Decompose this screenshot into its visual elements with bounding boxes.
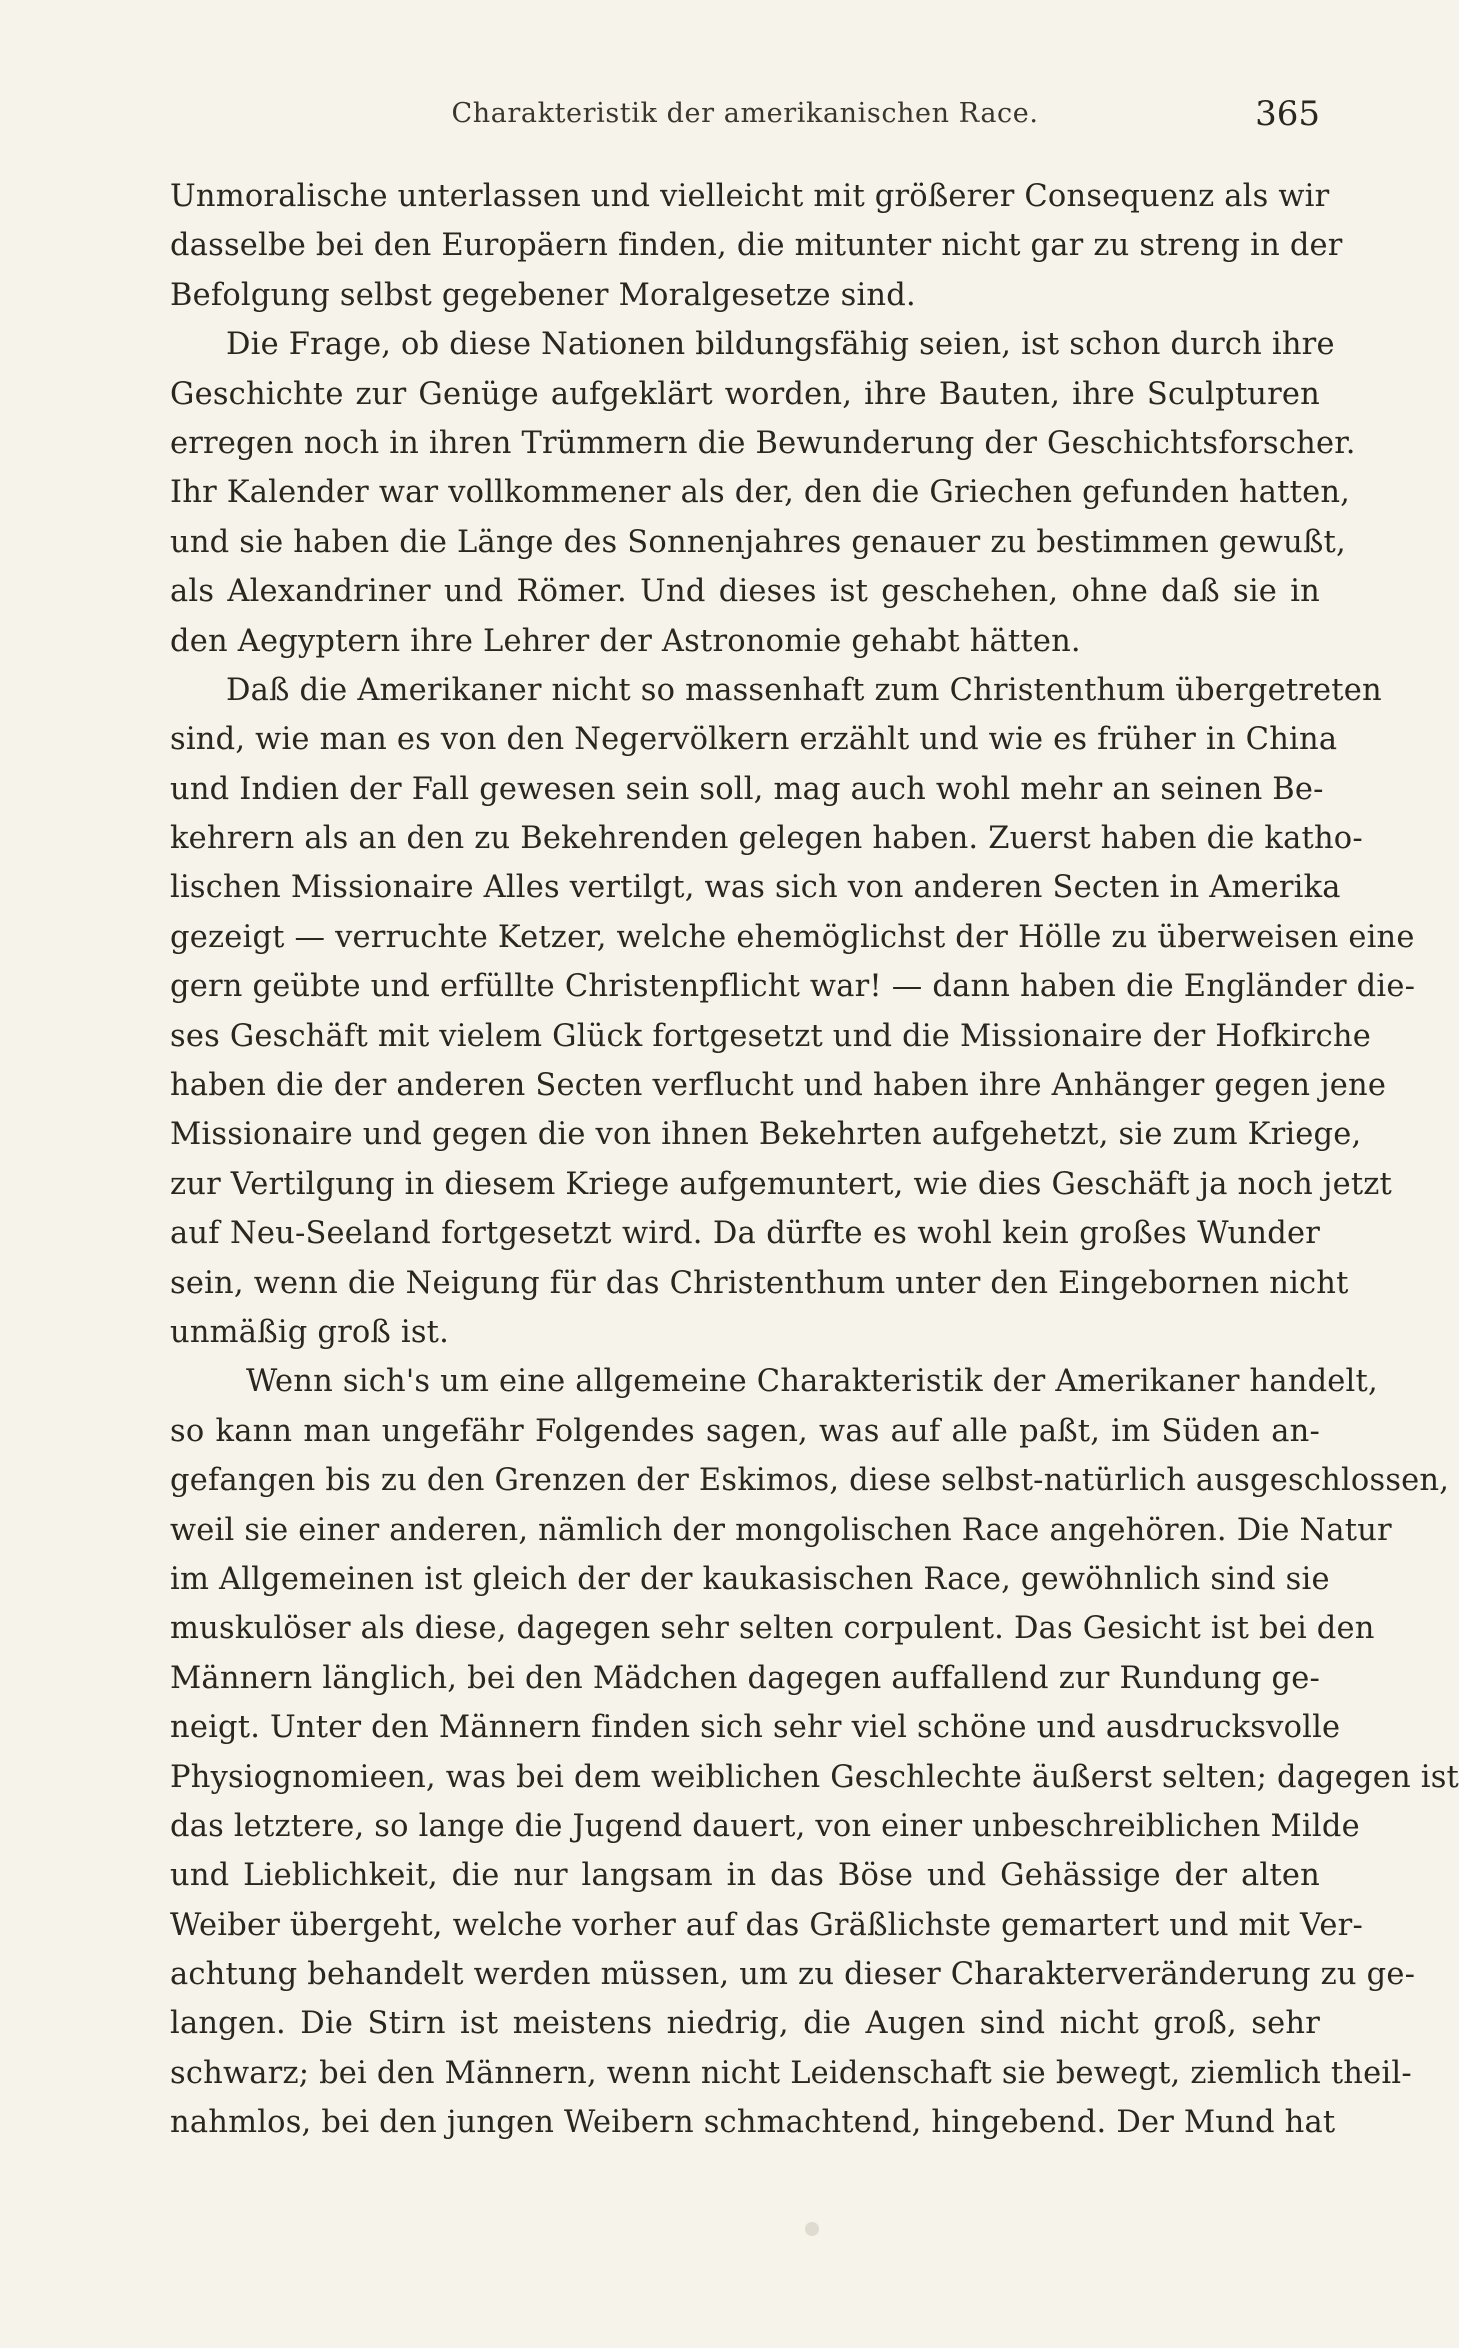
text-line: Unmoralische unterlassen und vielleicht mit größerer Consequenz als wir: [170, 179, 1330, 214]
text-line: haben die der anderen Secten verflucht und haben ihre Anhänger gegen jene: [170, 1068, 1387, 1104]
text-line: das letztere, so lange die Jugend dauert, von einer unbeschreiblichen Milde: [170, 1808, 1360, 1844]
text-line: sein, wenn die Neigung für das Christenthum unter den Eingebornen nicht: [170, 1265, 1349, 1301]
text-line: erregen noch in ihren Trümmern die Bewunderung der Geschichtsforscher.: [170, 425, 1356, 461]
text-line: auf Neu-Seeland fortgesetzt wird. Da dürfte es wohl kein großes Wunder: [170, 1216, 1320, 1252]
body-text: [170, 172, 1459, 2148]
text-line: langen. Die Stirn ist meistens niedrig, die Augen sind nicht groß, sehr: [170, 2006, 1320, 2042]
text-line: Weiber übergeht, welche vorher auf das Gräßlichste gemartert und mit Ver-: [170, 1907, 1363, 1943]
text-line: dasselbe bei den Europäern finden, die mitunter nicht gar zu streng in der: [170, 228, 1343, 264]
running-head: [170, 92, 1320, 136]
text-line: gern geübte und erfüllte Christenpflicht war! — dann haben die Engländer die-: [170, 969, 1416, 1005]
text-line: ses Geschäft mit vielem Glück fortgesetzt und die Missionaire der Hofkirche: [170, 1018, 1371, 1054]
text-line: nahmlos, bei den jungen Weibern schmachtend, hingebend. Der Mund hat: [170, 2105, 1336, 2141]
text-line: den Aegyptern ihre Lehrer der Astronomie gehabt hätten.: [170, 623, 1081, 659]
paragraph-start-line: Daß die Amerikaner nicht so massenhaft zum Christenthum übergetreten: [226, 672, 1382, 708]
text-line: achtung behandelt werden müssen, um zu dieser Charakterveränderung zu ge-: [170, 1957, 1416, 1993]
paragraph-start-line: Die Frage, ob diese Nationen bildungsfähig seien, ist schon durch ihre: [226, 327, 1335, 363]
text-line: als Alexandriner und Römer. Und dieses ist geschehen, ohne daß sie in: [170, 574, 1320, 610]
text-line: so kann man ungefähr Folgendes sagen, was auf alle paßt, im Süden an-: [170, 1413, 1320, 1449]
text-line: unmäßig groß ist.: [170, 1314, 450, 1350]
text-line: schwarz; bei den Männern, wenn nicht Leidenschaft sie bewegt, ziemlich theil-: [170, 2055, 1412, 2091]
paragraph-start-line: Wenn sich's um eine allgemeine Charakteristik der Amerikaner handelt,: [246, 1364, 1378, 1400]
text-line: und Lieblichkeit, die nur langsam in das Böse und Gehässige der alten: [170, 1858, 1320, 1894]
text-line: kehrern als an den zu Bekehrenden gelegen haben. Zuerst haben die katho-: [170, 821, 1363, 857]
text-line: im Allgemeinen ist gleich der der kaukasischen Race, gewöhnlich sind sie: [170, 1561, 1330, 1597]
text-line: Geschichte zur Genüge aufgeklärt worden, ihre Bauten, ihre Sculpturen: [170, 376, 1320, 412]
text-line: Physiognomieen, was bei dem weiblichen Geschlechte äußerst selten; dagegen ist: [170, 1759, 1459, 1795]
text-line: lischen Missionaire Alles vertilgt, was sich von anderen Secten in Amerika: [170, 870, 1341, 906]
text-line: Befolgung selbst gegebener Moralgesetze sind.: [170, 277, 916, 313]
text-line: Ihr Kalender war vollkommener als der, den die Griechen gefunden hatten,: [170, 475, 1351, 511]
text-line: weil sie einer anderen, nämlich der mongolischen Race angehören. Die Natur: [170, 1512, 1392, 1548]
page-number: 365: [1255, 94, 1320, 134]
text-line: Missionaire und gegen die von ihnen Bekehrten aufgehetzt, sie zum Kriege,: [170, 1117, 1362, 1153]
text-line: und sie haben die Länge des Sonnenjahres genauer zu bestimmen gewußt,: [170, 524, 1346, 560]
running-title: Charakteristik der amerikanischen Race.: [451, 98, 1039, 129]
text-line: und Indien der Fall gewesen sein soll, mag auch wohl mehr an seinen Be-: [170, 771, 1324, 807]
paper-blemish: [805, 2222, 819, 2236]
text-line: gefangen bis zu den Grenzen der Eskimos, diese selbst-natürlich ausgeschlossen,: [170, 1463, 1450, 1499]
text-line: zur Vertilgung in diesem Kriege aufgemuntert, wie dies Geschäft ja noch jetzt: [170, 1166, 1392, 1202]
text-line: Männern länglich, bei den Mädchen dagegen auffallend zur Rundung ge-: [170, 1660, 1320, 1696]
text-line: muskulöser als diese, dagegen sehr selten corpulent. Das Gesicht ist bei den: [170, 1611, 1375, 1647]
text-line: gezeigt — verruchte Ketzer, welche ehemöglichst der Hölle zu überweisen eine: [170, 919, 1415, 955]
text-line: neigt. Unter den Männern finden sich sehr viel schöne und ausdrucksvolle: [170, 1710, 1341, 1746]
text-line: sind, wie man es von den Negervölkern erzählt und wie es früher in China: [170, 722, 1338, 758]
